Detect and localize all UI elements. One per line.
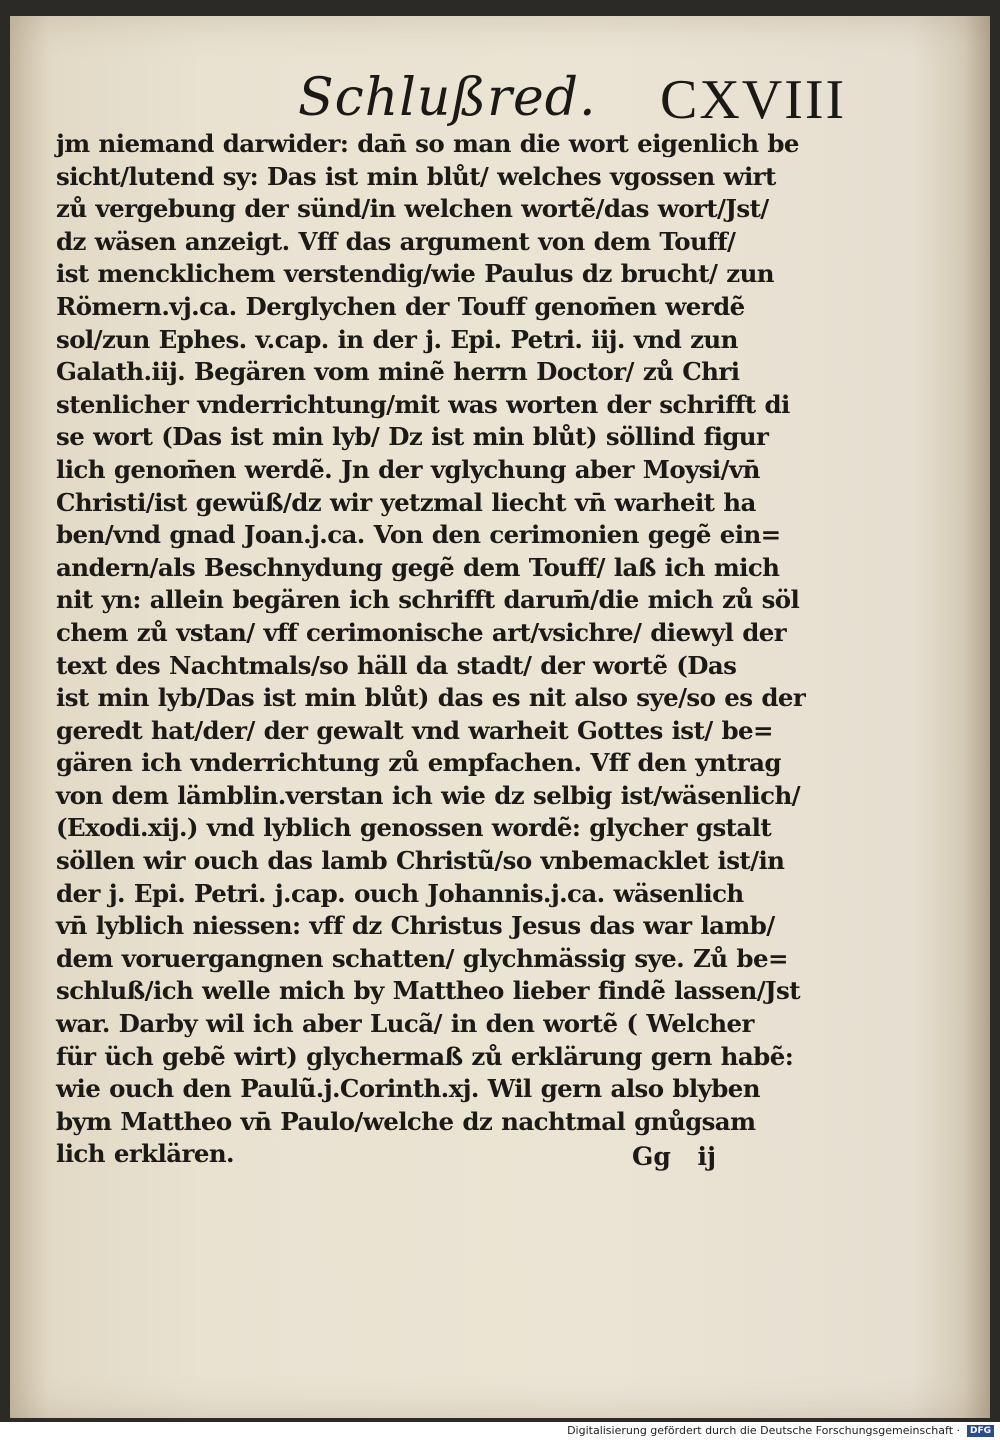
text-line: ben/vnd gnad Joan.j.ca. Von den cerimonien gegẽ ein=	[56, 520, 781, 550]
funding-credit: Digitalisierung gefördert durch die Deutsche Forschungsgemeinschaft ·	[567, 1424, 960, 1437]
book-page	[10, 16, 990, 1418]
text-line: bym Mattheo vn̄ Paulo/welche dz nachtmal gnůgsam	[56, 1106, 756, 1136]
text-line: andern/als Beschnydung gegẽ dem Touff/ laß ich mich	[56, 552, 780, 582]
text-line: söllen wir ouch das lamb Christũ/so vnbemacklet ist/in	[56, 846, 785, 876]
text-line: dz wäsen anzeigt. Vff das argument von dem Touff/	[56, 226, 736, 256]
text-line: Römern.vj.ca. Derglychen der Touff genom̄en werdẽ	[56, 291, 745, 321]
signature-mark: Gg ij	[632, 1142, 717, 1171]
text-line: wie ouch den Paulũ.j.Corinth.xj. Wil gern also blyben	[56, 1074, 760, 1104]
text-line: der j. Epi. Petri. j.cap. ouch Johannis.j.ca. wäsenlich	[56, 878, 744, 908]
body-text	[56, 128, 806, 1171]
text-line: geredt hat/der/ der gewalt vnd warheit Gottes ist/ be=	[56, 715, 773, 745]
text-line: se wort (Das ist min lyb/ Dz ist min blůt) söllind figur	[56, 422, 769, 452]
text-line: vn̄ lyblich niessen: vff dz Christus Jesus das war lamb/	[56, 911, 775, 941]
text-line: (Exodi.xij.) vnd lyblich genossen wordẽ: glycher gstalt	[56, 813, 772, 843]
text-line: text des Nachtmals/so häll da stadt/ der wortẽ (Das	[56, 650, 737, 680]
text-line: schluß/ich welle mich by Mattheo lieber findẽ lassen/Jst	[56, 976, 800, 1006]
text-line: sol/zun Ephes. v.cap. in der j. Epi. Petri. iij. vnd zun	[56, 324, 738, 354]
credit-bar	[0, 1422, 1000, 1440]
text-line: nit yn: allein begären ich schrifft darum̄/die mich zů söl	[56, 585, 800, 615]
folio-number: CXVIII	[660, 69, 847, 131]
text-line: stenlicher vnderrichtung/mit was worten der schrifft di	[56, 389, 790, 419]
running-head: Schlußred.	[298, 68, 597, 128]
text-line: Christi/ist gewüß/dz wir yetzmal liecht vn̄ warheit ha	[56, 487, 756, 517]
text-line: lich erklären.	[56, 1139, 234, 1169]
text-line: ist mencklichem verstendig/wie Paulus dz brucht/ zun	[56, 259, 775, 289]
text-line: für üch gebẽ wirt) glychermaß zů erklärung gern habẽ:	[56, 1041, 794, 1071]
text-line: chem zů vstan/ vff cerimonische art/vsichre/ diewyl der	[56, 617, 787, 647]
text-line: zů vergebung der sünd/in welchen wortẽ/das wort/Jst/	[56, 194, 769, 224]
text-line: gären ich vnderrichtung zů empfachen. Vff den yntrag	[56, 748, 781, 778]
text-line: sicht/lutend sy: Das ist min blůt/ welches vgossen wirt	[56, 161, 776, 191]
text-line: war. Darby wil ich aber Lucã/ in den wortẽ ( Welcher	[56, 1009, 754, 1039]
page-edge-shadow	[964, 16, 990, 1418]
text-line: von dem lämblin.verstan ich wie dz selbig ist/wäsenlich/	[56, 780, 801, 810]
text-line: Galath.iij. Begären vom minẽ herrn Doctor/ zů Chri	[56, 357, 740, 387]
dfg-logo: DFG	[967, 1425, 994, 1437]
text-line: jm niemand darwider: dan̄ so man die wort eigenlich be	[56, 129, 799, 158]
text-line: lich genom̄en werdẽ. Jn der vglychung aber Moysi/vn̄	[56, 454, 760, 484]
text-line: ist min lyb/Das ist min blůt) das es nit also sye/so es der	[56, 683, 806, 713]
text-line: dem voruergangnen schatten/ glychmässig sye. Zů be=	[56, 943, 788, 973]
